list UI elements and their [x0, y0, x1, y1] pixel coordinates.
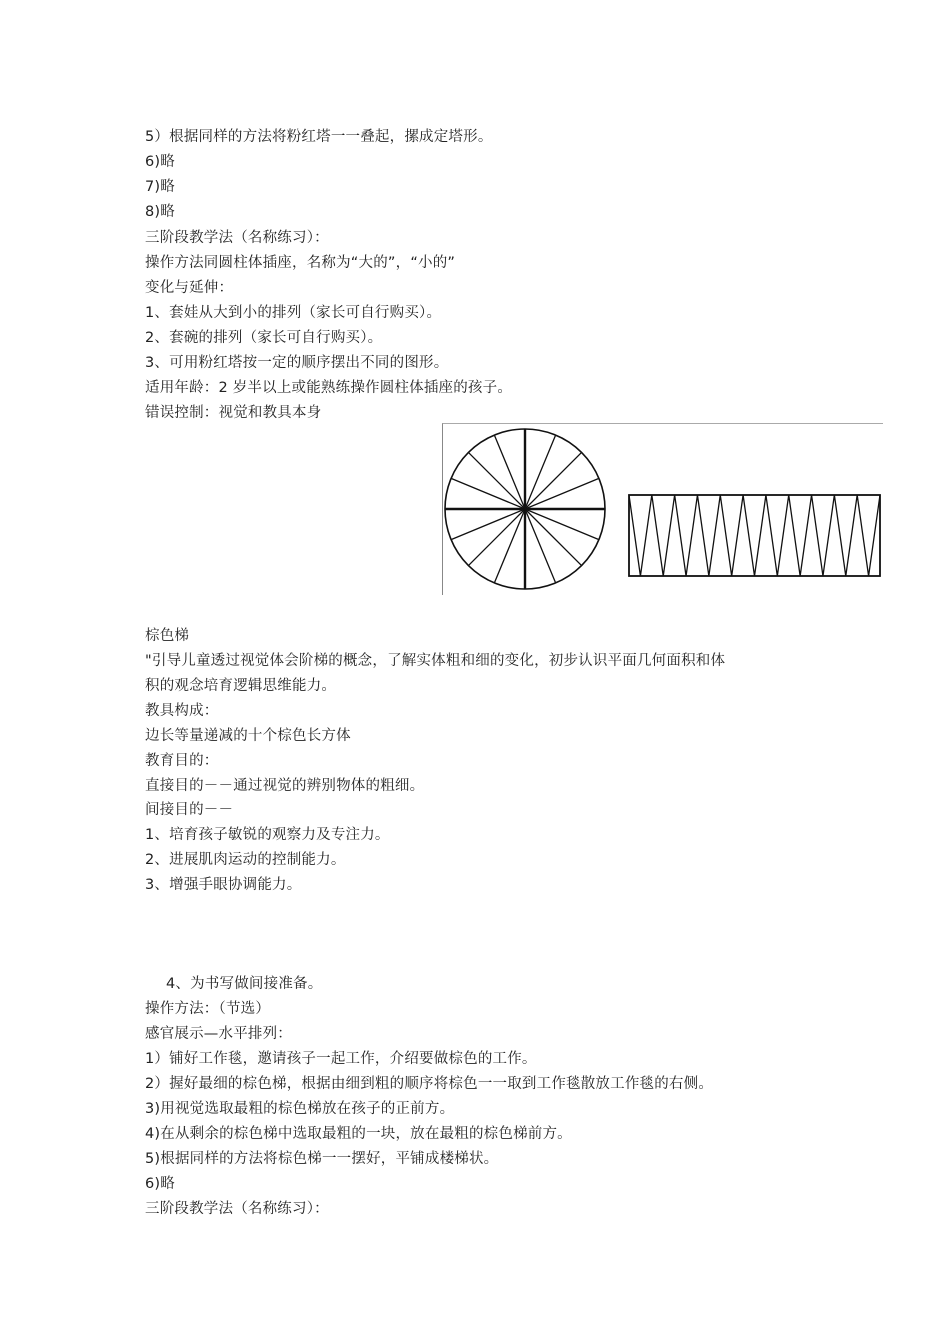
text-line: 2）握好最细的棕色梯，根据由细到粗的顺序将棕色一一取到工作毯散放工作毯的右侧。 [145, 1076, 714, 1092]
text-line: 3、可用粉红塔按一定的顺序摆出不同的图形。 [145, 355, 449, 371]
text-line: 积的观念培育逻辑思维能力。 [145, 678, 337, 694]
text-line: 棕色梯 [145, 628, 190, 644]
text-line: 3)用视觉选取最粗的棕色梯放在孩子的正前方。 [145, 1101, 455, 1117]
text-line: 操作方法同圆柱体插座，名称为“大的”，“小的” [145, 255, 456, 271]
text-line: 4、为书写做间接准备。 [166, 976, 323, 992]
text-line: 2、进展肌肉运动的控制能力。 [145, 852, 346, 868]
zigzag-rectangle [629, 495, 880, 576]
text-line: 教育目的： [145, 753, 219, 769]
zigzag-line [629, 495, 880, 576]
text-line: 直接目的－－通过视觉的辨别物体的粗细。 [145, 778, 425, 794]
text-line: 适用年龄：2 岁半以上或能熟练操作圆柱体插座的孩子。 [145, 380, 513, 396]
text-line: 5)根据同样的方法将棕色梯一一摆好，平铺成楼梯状。 [145, 1151, 499, 1167]
text-line: 教具构成： [145, 703, 219, 719]
circle-radius [468, 452, 525, 509]
text-line: 间接目的－－ [145, 802, 234, 818]
text-line: 1）铺好工作毯，邀请孩子一起工作，介绍要做棕色的工作。 [145, 1051, 537, 1067]
text-line: 1、套娃从大到小的排列（家长可自行购买）。 [145, 305, 442, 321]
text-line: 5）根据同样的方法将粉红塔一一叠起，摞成定塔形。 [145, 129, 493, 145]
text-line: 2、套碗的排列（家长可自行购买）。 [145, 330, 383, 346]
text-line: 6)略 [145, 154, 175, 170]
text-line: 8)略 [145, 204, 175, 220]
circle-with-radii [445, 429, 605, 589]
text-line: 7)略 [145, 179, 175, 195]
text-line: 3、增强手眼协调能力。 [145, 877, 302, 893]
circle-radius [525, 509, 582, 566]
text-line: 三阶段教学法（名称练习）： [145, 1201, 329, 1217]
text-line: 操作方法：（节选） [145, 1001, 271, 1017]
zigzag-outline [629, 495, 880, 576]
circle-radius [525, 452, 582, 509]
text-line: 4)在从剩余的棕色梯中选取最粗的一块，放在最粗的棕色梯前方。 [145, 1126, 572, 1142]
text-line: 感官展示—水平排列： [145, 1026, 292, 1042]
text-line: 三阶段教学法（名称练习）： [145, 230, 329, 246]
text-line: 错误控制：视觉和教具本身 [145, 405, 322, 421]
text-line: 变化与延伸： [145, 280, 234, 296]
text-line: 6)略 [145, 1176, 175, 1192]
text-line: "引导儿童透过视觉体会阶梯的概念，了解实体粗和细的变化，初步认识平面几何面积和体 [145, 653, 726, 669]
text-line: 1、培育孩子敏锐的观察力及专注力。 [145, 827, 390, 843]
circle-radius [468, 509, 525, 566]
text-line: 边长等量递减的十个棕色长方体 [145, 728, 351, 744]
geometry-figure [441, 423, 883, 595]
